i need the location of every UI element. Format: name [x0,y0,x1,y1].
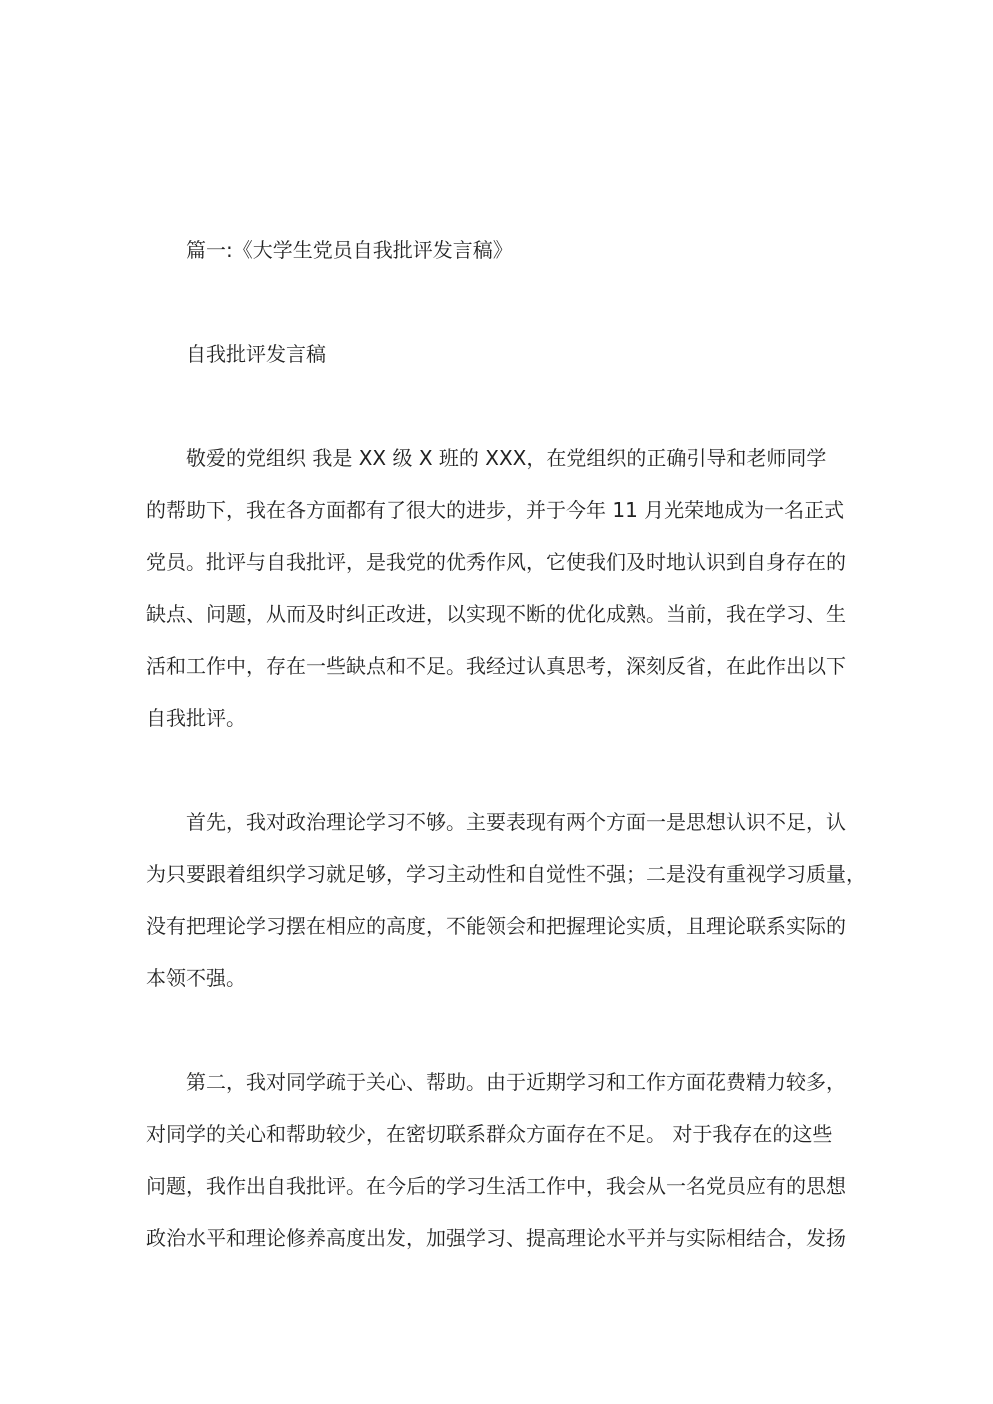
paragraph-line: 为只要跟着组织学习就足够，学习主动性和自觉性不强；二是没有重视学习质量， [146,862,866,886]
paragraph-line: 对同学的关心和帮助较少，在密切联系群众方面存在不足。 对于我存在的这些 [146,1122,833,1146]
paragraph-line: 本领不强。 [146,966,246,990]
paragraph-line: 没有把理论学习摆在相应的高度，不能领会和把握理论实质，且理论联系实际的 [146,914,846,938]
paragraph-line: 活和工作中，存在一些缺点和不足。我经过认真思考，深刻反省，在此作出以下 [146,654,846,678]
paragraph-line: 问题，我作出自我批评。在今后的学习生活工作中，我会从一名党员应有的思想 [146,1174,846,1198]
document-subheading: 自我批评发言稿 [186,342,326,366]
paragraph-line: 敬爱的党组织 我是 XX 级 X 班的 XXX，在党组织的正确引导和老师同学 [186,446,827,470]
document-heading: 篇一:《大学生党员自我批评发言稿》 [186,238,513,262]
paragraph-line: 自我批评。 [146,706,246,730]
paragraph-line: 首先，我对政治理论学习不够。主要表现有两个方面一是思想认识不足，认 [186,810,846,834]
paragraph-line: 第二，我对同学疏于关心、帮助。由于近期学习和工作方面花费精力较多， [186,1070,846,1094]
paragraph-line: 的帮助下，我在各方面都有了很大的进步，并于今年 11 月光荣地成为一名正式 [146,498,845,522]
paragraph-line: 党员。批评与自我批评，是我党的优秀作风，它使我们及时地认识到自身存在的 [146,550,846,574]
paragraph-line: 政治水平和理论修养高度出发，加强学习、提高理论水平并与实际相结合，发扬 [146,1226,846,1250]
paragraph-line: 缺点、问题，从而及时纠正改进，以实现不断的优化成熟。当前，我在学习、生 [146,602,846,626]
